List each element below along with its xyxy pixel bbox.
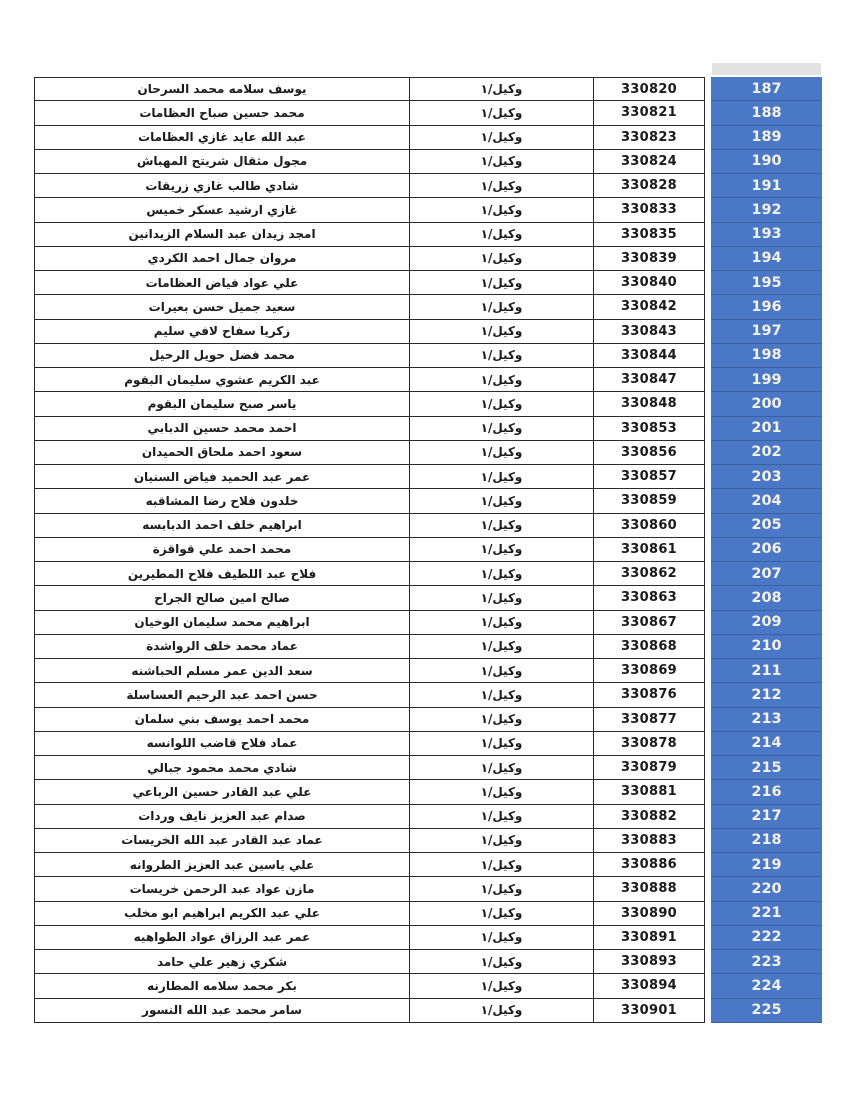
member-id-cell: 330859 xyxy=(594,489,705,513)
member-id-cell: 330828 xyxy=(594,174,705,198)
table-row xyxy=(34,101,822,125)
role-cell: وكيل/١ xyxy=(410,635,594,659)
member-name-cell: زكريا سفاح لافي سليم xyxy=(34,320,410,344)
table-row xyxy=(34,77,822,101)
serial-number-cell: 204 xyxy=(711,489,822,513)
serial-number-cell: 201 xyxy=(711,417,822,441)
member-name-cell: عمر عبد الحميد فياض السنيان xyxy=(34,465,410,489)
member-name-cell: ياسر صبح سليمان البقوم xyxy=(34,392,410,416)
table-row xyxy=(34,489,822,513)
member-id-cell: 330867 xyxy=(594,611,705,635)
member-id-cell: 330863 xyxy=(594,586,705,610)
member-id-cell: 330862 xyxy=(594,562,705,586)
table-row xyxy=(34,247,822,271)
table-row xyxy=(34,659,822,683)
serial-number-cell: 187 xyxy=(711,77,822,101)
role-cell: وكيل/١ xyxy=(410,514,594,538)
member-name-cell: محمد فضل حويل الرحيل xyxy=(34,344,410,368)
role-cell: وكيل/١ xyxy=(410,295,594,319)
table-row xyxy=(34,635,822,659)
member-id-cell: 330888 xyxy=(594,877,705,901)
table-row xyxy=(34,708,822,732)
member-id-cell: 330824 xyxy=(594,150,705,174)
serial-number-cell: 192 xyxy=(711,198,822,222)
serial-number-cell: 196 xyxy=(711,295,822,319)
roster-table xyxy=(34,77,822,1023)
member-name-cell: شادي طالب غازي زريقات xyxy=(34,174,410,198)
role-cell: وكيل/١ xyxy=(410,417,594,441)
serial-number-cell: 197 xyxy=(711,320,822,344)
member-id-cell: 330883 xyxy=(594,829,705,853)
role-cell: وكيل/١ xyxy=(410,320,594,344)
role-cell: وكيل/١ xyxy=(410,150,594,174)
member-name-cell: حسن احمد عبد الرحيم العساسلة xyxy=(34,683,410,707)
serial-number-cell: 199 xyxy=(711,368,822,392)
table-row xyxy=(34,514,822,538)
member-name-cell: مازن عواد عبد الرحمن خريسات xyxy=(34,877,410,901)
serial-number-cell: 221 xyxy=(711,902,822,926)
member-name-cell: شكري زهير علي حامد xyxy=(34,950,410,974)
member-name-cell: احمد محمد حسين الدبابي xyxy=(34,417,410,441)
member-name-cell: علي عواد فياض العظامات xyxy=(34,271,410,295)
role-cell: وكيل/١ xyxy=(410,829,594,853)
table-row xyxy=(34,271,822,295)
role-cell: وكيل/١ xyxy=(410,368,594,392)
serial-number-cell: 202 xyxy=(711,441,822,465)
serial-number-cell: 218 xyxy=(711,829,822,853)
member-id-cell: 330868 xyxy=(594,635,705,659)
role-cell: وكيل/١ xyxy=(410,562,594,586)
member-name-cell: سعد الدين عمر مسلم الحباشنه xyxy=(34,659,410,683)
member-name-cell: محمد احمد يوسف بني سلمان xyxy=(34,708,410,732)
role-cell: وكيل/١ xyxy=(410,683,594,707)
table-row xyxy=(34,538,822,562)
serial-number-cell: 206 xyxy=(711,538,822,562)
serial-number-cell: 193 xyxy=(711,223,822,247)
table-row xyxy=(34,732,822,756)
serial-number-cell: 225 xyxy=(711,999,822,1023)
table-row xyxy=(34,150,822,174)
role-cell: وكيل/١ xyxy=(410,805,594,829)
serial-number-cell: 194 xyxy=(711,247,822,271)
member-name-cell: علي عبد الكريم ابراهيم ابو مخلب xyxy=(34,902,410,926)
member-name-cell: يوسف سلامه محمد السرحان xyxy=(34,77,410,101)
member-name-cell: مروان جمال احمد الكردي xyxy=(34,247,410,271)
role-cell: وكيل/١ xyxy=(410,441,594,465)
member-id-cell: 330893 xyxy=(594,950,705,974)
role-cell: وكيل/١ xyxy=(410,877,594,901)
member-name-cell: سعود احمد ملحاق الحميدان xyxy=(34,441,410,465)
table-row xyxy=(34,974,822,998)
table-row xyxy=(34,198,822,222)
role-cell: وكيل/١ xyxy=(410,101,594,125)
member-name-cell: سعيد جميل حسن بعيرات xyxy=(34,295,410,319)
member-id-cell: 330839 xyxy=(594,247,705,271)
table-row xyxy=(34,344,822,368)
member-name-cell: ابراهيم محمد سليمان الوخيان xyxy=(34,611,410,635)
member-name-cell: خلدون فلاح رضا المشاقبه xyxy=(34,489,410,513)
member-id-cell: 330869 xyxy=(594,659,705,683)
table-row xyxy=(34,320,822,344)
table-row xyxy=(34,829,822,853)
table-row xyxy=(34,611,822,635)
table-row xyxy=(34,417,822,441)
member-id-cell: 330886 xyxy=(594,853,705,877)
serial-number-cell: 217 xyxy=(711,805,822,829)
table-row xyxy=(34,465,822,489)
serial-number-cell: 223 xyxy=(711,950,822,974)
role-cell: وكيل/١ xyxy=(410,344,594,368)
member-name-cell: عبد الكريم عشوي سليمان البقوم xyxy=(34,368,410,392)
member-id-cell: 330894 xyxy=(594,974,705,998)
serial-number-cell: 211 xyxy=(711,659,822,683)
serial-number-cell: 212 xyxy=(711,683,822,707)
member-id-cell: 330857 xyxy=(594,465,705,489)
member-name-cell: محمد حسين صباح العظامات xyxy=(34,101,410,125)
role-cell: وكيل/١ xyxy=(410,126,594,150)
serial-number-cell: 195 xyxy=(711,271,822,295)
member-id-cell: 330891 xyxy=(594,926,705,950)
serial-number-cell: 203 xyxy=(711,465,822,489)
serial-number-cell: 207 xyxy=(711,562,822,586)
serial-number-cell: 214 xyxy=(711,732,822,756)
table-row xyxy=(34,392,822,416)
role-cell: وكيل/١ xyxy=(410,853,594,877)
member-name-cell: صالح امين صالح الجراح xyxy=(34,586,410,610)
member-id-cell: 330876 xyxy=(594,683,705,707)
member-id-cell: 330848 xyxy=(594,392,705,416)
member-id-cell: 330877 xyxy=(594,708,705,732)
role-cell: وكيل/١ xyxy=(410,247,594,271)
member-id-cell: 330878 xyxy=(594,732,705,756)
serial-number-cell: 210 xyxy=(711,635,822,659)
member-id-cell: 330847 xyxy=(594,368,705,392)
table-row xyxy=(34,877,822,901)
serial-number-cell: 220 xyxy=(711,877,822,901)
serial-number-cell: 198 xyxy=(711,344,822,368)
table-row xyxy=(34,368,822,392)
table-row xyxy=(34,756,822,780)
role-cell: وكيل/١ xyxy=(410,223,594,247)
table-row xyxy=(34,999,822,1023)
role-cell: وكيل/١ xyxy=(410,659,594,683)
member-id-cell: 330853 xyxy=(594,417,705,441)
role-cell: وكيل/١ xyxy=(410,586,594,610)
table-row xyxy=(34,562,822,586)
member-id-cell: 330823 xyxy=(594,126,705,150)
table-row xyxy=(34,223,822,247)
table-row xyxy=(34,126,822,150)
serial-number-cell: 208 xyxy=(711,586,822,610)
member-name-cell: عماد محمد خلف الرواشدة xyxy=(34,635,410,659)
table-row xyxy=(34,295,822,319)
member-id-cell: 330882 xyxy=(594,805,705,829)
role-cell: وكيل/١ xyxy=(410,392,594,416)
role-cell: وكيل/١ xyxy=(410,489,594,513)
member-id-cell: 330856 xyxy=(594,441,705,465)
role-cell: وكيل/١ xyxy=(410,708,594,732)
member-id-cell: 330881 xyxy=(594,780,705,804)
member-name-cell: علي عبد القادر حسين الرباعي xyxy=(34,780,410,804)
table-row xyxy=(34,780,822,804)
member-name-cell: بكر محمد سلامه المطارنه xyxy=(34,974,410,998)
role-cell: وكيل/١ xyxy=(410,77,594,101)
member-name-cell: صدام عبد العزيز نايف وردات xyxy=(34,805,410,829)
table-row xyxy=(34,853,822,877)
role-cell: وكيل/١ xyxy=(410,732,594,756)
serial-number-cell: 209 xyxy=(711,611,822,635)
member-id-cell: 330860 xyxy=(594,514,705,538)
member-id-cell: 330879 xyxy=(594,756,705,780)
table-row xyxy=(34,902,822,926)
role-cell: وكيل/١ xyxy=(410,611,594,635)
serial-number-cell: 224 xyxy=(711,974,822,998)
role-cell: وكيل/١ xyxy=(410,174,594,198)
member-id-cell: 330820 xyxy=(594,77,705,101)
table-row xyxy=(34,441,822,465)
member-name-cell: شادي محمد محمود جبالي xyxy=(34,756,410,780)
role-cell: وكيل/١ xyxy=(410,926,594,950)
serial-number-cell: 222 xyxy=(711,926,822,950)
role-cell: وكيل/١ xyxy=(410,999,594,1023)
serial-number-cell: 213 xyxy=(711,708,822,732)
serial-number-cell: 216 xyxy=(711,780,822,804)
table-row xyxy=(34,174,822,198)
member-name-cell: عماد عبد القادر عبد الله الخريسات xyxy=(34,829,410,853)
serial-number-cell: 219 xyxy=(711,853,822,877)
member-name-cell: مجول مثقال شريتح المهباش xyxy=(34,150,410,174)
member-id-cell: 330843 xyxy=(594,320,705,344)
member-name-cell: عماد فلاح قاضب اللوانسه xyxy=(34,732,410,756)
member-id-cell: 330890 xyxy=(594,902,705,926)
member-name-cell: عبد الله عايد غازي العظامات xyxy=(34,126,410,150)
member-id-cell: 330842 xyxy=(594,295,705,319)
role-cell: وكيل/١ xyxy=(410,198,594,222)
role-cell: وكيل/١ xyxy=(410,271,594,295)
member-id-cell: 330821 xyxy=(594,101,705,125)
serial-number-cell: 190 xyxy=(711,150,822,174)
member-id-cell: 330840 xyxy=(594,271,705,295)
table-row xyxy=(34,950,822,974)
table-row xyxy=(34,926,822,950)
page-break-remnant xyxy=(712,63,821,75)
member-name-cell: محمد احمد علي قواقزة xyxy=(34,538,410,562)
serial-number-cell: 188 xyxy=(711,101,822,125)
member-name-cell: ابراهيم خلف احمد الدبابسه xyxy=(34,514,410,538)
member-name-cell: عمر عبد الرزاق عواد الطواهيه xyxy=(34,926,410,950)
role-cell: وكيل/١ xyxy=(410,902,594,926)
serial-number-cell: 189 xyxy=(711,126,822,150)
member-id-cell: 330833 xyxy=(594,198,705,222)
member-name-cell: غازي ارشيد عسكر خميس xyxy=(34,198,410,222)
member-id-cell: 330861 xyxy=(594,538,705,562)
member-name-cell: سامر محمد عبد الله النسور xyxy=(34,999,410,1023)
role-cell: وكيل/١ xyxy=(410,950,594,974)
role-cell: وكيل/١ xyxy=(410,465,594,489)
role-cell: وكيل/١ xyxy=(410,974,594,998)
member-name-cell: امجد زيدان عبد السلام الزيدانين xyxy=(34,223,410,247)
member-name-cell: علي ياسين عبد العزيز الطروانه xyxy=(34,853,410,877)
table-row xyxy=(34,805,822,829)
member-id-cell: 330844 xyxy=(594,344,705,368)
table-row xyxy=(34,683,822,707)
role-cell: وكيل/١ xyxy=(410,756,594,780)
serial-number-cell: 205 xyxy=(711,514,822,538)
member-name-cell: فلاح عبد اللطيف فلاح المطيرين xyxy=(34,562,410,586)
serial-number-cell: 191 xyxy=(711,174,822,198)
member-id-cell: 330835 xyxy=(594,223,705,247)
role-cell: وكيل/١ xyxy=(410,780,594,804)
role-cell: وكيل/١ xyxy=(410,538,594,562)
table-row xyxy=(34,586,822,610)
serial-number-cell: 215 xyxy=(711,756,822,780)
member-id-cell: 330901 xyxy=(594,999,705,1023)
serial-number-cell: 200 xyxy=(711,392,822,416)
